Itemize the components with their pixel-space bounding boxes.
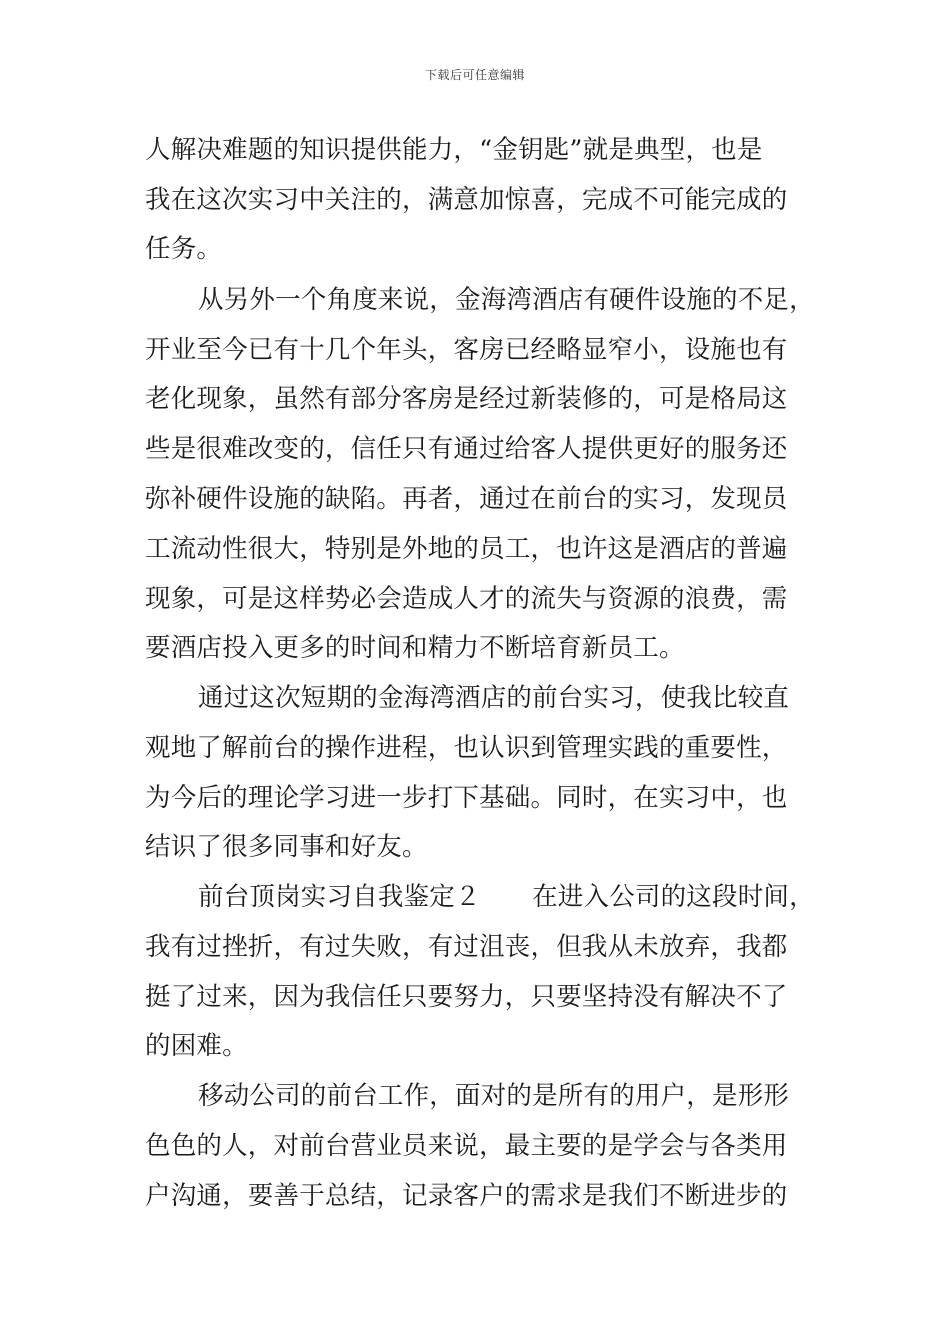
- text-line: 开业至今已有十几个年头，客房已经略显窄小，设施也有: [145, 335, 788, 365]
- text-line: 挺了过来，因为我信任只要努力，只要坚持没有解决不了: [145, 982, 788, 1012]
- text-line: 任务。: [145, 234, 223, 264]
- text-line: 移动公司的前台工作，面对的是所有的用户，是形形: [198, 1081, 790, 1111]
- text-line: 弥补硬件设施的缺陷。再者，通过在前台的实习，发现员: [145, 484, 788, 514]
- text-line: 人解决难题的知识提供能力，“金钥匙”就是典型，也是: [145, 135, 763, 165]
- text-line: 从另外一个角度来说，金海湾酒店有硬件设施的不足，: [198, 285, 815, 315]
- text-line: 些是很难改变的，信任只有通过给客人提供更好的服务还: [145, 434, 788, 464]
- text-line: 老化现象，虽然有部分客房是经过新装修的，可是格局这: [145, 384, 788, 414]
- text-line: 工流动性很大，特别是外地的员工，也许这是酒店的普遍: [145, 534, 788, 564]
- text-line: 色色的人，对前台营业员来说，最主要的是学会与各类用: [145, 1131, 788, 1161]
- text-line: 我在这次实习中关注的，满意加惊喜，完成不可能完成的: [145, 185, 788, 215]
- text-line: 为今后的理论学习进一步打下基础。同时，在实习中，也: [145, 783, 788, 813]
- text-line: 通过这次短期的金海湾酒店的前台实习，使我比较直: [198, 683, 790, 713]
- text-line: 观地了解前台的操作进程，也认识到管理实践的重要性，: [145, 733, 788, 763]
- text-line: 前台顶岗实习自我鉴定２ 在进入公司的这段时间，: [198, 882, 815, 912]
- text-line: 的困难。: [145, 1031, 248, 1061]
- text-line: 户沟通，要善于总结，记录客户的需求是我们不断进步的: [145, 1181, 788, 1211]
- text-line: 现象，可是这样势必会造成人才的流失与资源的浪费，需: [145, 584, 788, 614]
- text-line: 要酒店投入更多的时间和精力不断培育新员工。: [145, 633, 685, 663]
- text-line: 结识了很多同事和好友。: [145, 832, 428, 862]
- text-line: 我有过挫折，有过失败，有过沮丧，但我从未放弃，我都: [145, 932, 788, 962]
- header-note: 下载后可任意编辑: [424, 68, 525, 82]
